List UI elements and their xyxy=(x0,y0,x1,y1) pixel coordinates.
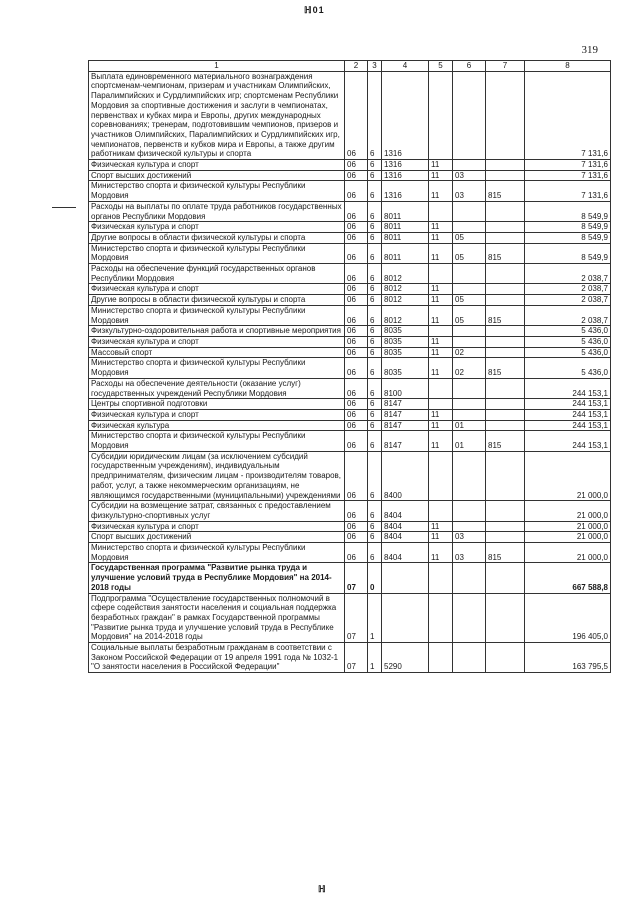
code-cell: 11 xyxy=(429,409,453,420)
code-cell: 11 xyxy=(429,232,453,243)
code-cell: 8404 xyxy=(382,521,429,532)
code-cell: 815 xyxy=(486,431,525,451)
code-cell xyxy=(486,232,525,243)
code-cell xyxy=(486,264,525,284)
table-row xyxy=(89,521,611,532)
code-cell: 8035 xyxy=(382,326,429,337)
code-cell: 6 xyxy=(368,181,382,201)
code-cell: 02 xyxy=(453,358,486,378)
code-cell: 8035 xyxy=(382,336,429,347)
table-row xyxy=(89,451,611,501)
code-cell: 06 xyxy=(345,201,368,221)
code-cell: 06 xyxy=(345,284,368,295)
amount-cell: 8 549,9 xyxy=(525,232,611,243)
code-cell: 11 xyxy=(429,358,453,378)
code-cell: 11 xyxy=(429,170,453,181)
row-label-cell: Министерство спорта и физической культуры Республики Мордовия xyxy=(89,181,345,201)
table-row xyxy=(89,563,611,593)
code-cell: 8035 xyxy=(382,347,429,358)
code-cell: 8147 xyxy=(382,431,429,451)
code-cell: 6 xyxy=(368,232,382,243)
code-cell xyxy=(486,378,525,398)
row-label-cell: Министерство спорта и физической культуры Республики Мордовия xyxy=(89,543,345,563)
column-header: 6 xyxy=(453,61,486,72)
table-row xyxy=(89,643,611,673)
code-cell: 6 xyxy=(368,399,382,410)
row-label-cell: Физическая культура и спорт xyxy=(89,336,345,347)
table-row xyxy=(89,222,611,233)
code-cell: 11 xyxy=(429,336,453,347)
amount-cell: 244 153,1 xyxy=(525,409,611,420)
code-cell xyxy=(486,451,525,501)
table-row xyxy=(89,399,611,410)
code-cell xyxy=(486,420,525,431)
code-cell: 6 xyxy=(368,358,382,378)
code-cell: 11 xyxy=(429,284,453,295)
code-cell xyxy=(486,170,525,181)
code-cell: 11 xyxy=(429,295,453,306)
code-cell xyxy=(486,521,525,532)
code-cell: 06 xyxy=(345,295,368,306)
amount-cell: 5 436,0 xyxy=(525,347,611,358)
amount-cell: 7 131,6 xyxy=(525,170,611,181)
code-cell xyxy=(429,643,453,673)
code-cell xyxy=(486,532,525,543)
code-cell: 06 xyxy=(345,420,368,431)
code-cell: 05 xyxy=(453,295,486,306)
code-cell: 11 xyxy=(429,532,453,543)
code-cell: 6 xyxy=(368,543,382,563)
amount-cell: 244 153,1 xyxy=(525,378,611,398)
amount-cell: 2 038,7 xyxy=(525,295,611,306)
code-cell: 1316 xyxy=(382,71,429,159)
code-cell: 06 xyxy=(345,358,368,378)
code-cell xyxy=(429,264,453,284)
row-label-cell: Другие вопросы в области физической культуры и спорта xyxy=(89,232,345,243)
amount-cell: 7 131,6 xyxy=(525,181,611,201)
code-cell xyxy=(486,593,525,643)
code-cell xyxy=(382,593,429,643)
code-cell: 8011 xyxy=(382,232,429,243)
code-cell: 06 xyxy=(345,160,368,171)
amount-cell: 8 549,9 xyxy=(525,243,611,263)
row-label-cell: Физическая культура и спорт xyxy=(89,222,345,233)
code-cell: 11 xyxy=(429,543,453,563)
table-row xyxy=(89,326,611,337)
code-cell xyxy=(453,643,486,673)
code-cell: 6 xyxy=(368,501,382,521)
code-cell xyxy=(486,326,525,337)
code-cell xyxy=(429,593,453,643)
code-cell: 0 xyxy=(368,563,382,593)
code-cell xyxy=(453,222,486,233)
code-cell: 8011 xyxy=(382,243,429,263)
table-row xyxy=(89,170,611,181)
code-cell xyxy=(453,264,486,284)
code-cell: 11 xyxy=(429,347,453,358)
amount-cell: 244 153,1 xyxy=(525,431,611,451)
code-cell: 8035 xyxy=(382,358,429,378)
code-cell: 8147 xyxy=(382,420,429,431)
row-label-cell: Центры спортивной подготовки xyxy=(89,399,345,410)
code-cell: 01 xyxy=(453,420,486,431)
code-cell xyxy=(453,378,486,398)
amount-cell: 7 131,6 xyxy=(525,71,611,159)
row-label-cell: Физическая культура и спорт xyxy=(89,284,345,295)
code-cell xyxy=(429,399,453,410)
code-cell xyxy=(453,326,486,337)
code-cell: 11 xyxy=(429,521,453,532)
code-cell: 06 xyxy=(345,243,368,263)
column-header: 1 xyxy=(89,61,345,72)
code-cell: 02 xyxy=(453,347,486,358)
amount-cell: 2 038,7 xyxy=(525,284,611,295)
code-cell: 6 xyxy=(368,347,382,358)
table-row xyxy=(89,264,611,284)
row-label-cell: Физическая культура xyxy=(89,420,345,431)
table-row xyxy=(89,243,611,263)
code-cell: 6 xyxy=(368,264,382,284)
amount-cell: 163 795,5 xyxy=(525,643,611,673)
code-cell xyxy=(453,409,486,420)
table-row xyxy=(89,284,611,295)
code-cell: 6 xyxy=(368,420,382,431)
code-cell: 11 xyxy=(429,160,453,171)
code-cell: 06 xyxy=(345,399,368,410)
code-cell: 6 xyxy=(368,243,382,263)
code-cell xyxy=(486,399,525,410)
code-cell: 6 xyxy=(368,326,382,337)
code-cell xyxy=(429,326,453,337)
table-row xyxy=(89,409,611,420)
code-cell: 8011 xyxy=(382,201,429,221)
code-cell xyxy=(486,336,525,347)
code-cell xyxy=(453,71,486,159)
code-cell: 06 xyxy=(345,501,368,521)
amount-cell: 8 549,9 xyxy=(525,201,611,221)
table-row xyxy=(89,232,611,243)
amount-cell: 244 153,1 xyxy=(525,420,611,431)
code-cell xyxy=(486,643,525,673)
code-cell: 6 xyxy=(368,532,382,543)
row-label-cell: Спорт высших достижений xyxy=(89,532,345,543)
table-row xyxy=(89,71,611,159)
code-cell xyxy=(486,295,525,306)
code-cell: 8012 xyxy=(382,284,429,295)
scan-header-mark: ℍ01 xyxy=(304,5,325,15)
code-cell: 06 xyxy=(345,326,368,337)
code-cell: 6 xyxy=(368,295,382,306)
code-cell: 815 xyxy=(486,305,525,325)
code-cell xyxy=(453,593,486,643)
code-cell: 05 xyxy=(453,232,486,243)
row-label-cell: Другие вопросы в области физической культуры и спорта xyxy=(89,295,345,306)
code-cell: 8012 xyxy=(382,264,429,284)
code-cell: 03 xyxy=(453,170,486,181)
code-cell: 8011 xyxy=(382,222,429,233)
row-label-cell: Физкультурно-оздоровительная работа и спортивные мероприятия xyxy=(89,326,345,337)
code-cell xyxy=(453,521,486,532)
code-cell xyxy=(429,378,453,398)
code-cell: 8400 xyxy=(382,451,429,501)
table-row xyxy=(89,201,611,221)
amount-cell: 196 405,0 xyxy=(525,593,611,643)
row-label-cell: Спорт высших достижений xyxy=(89,170,345,181)
amount-cell: 21 000,0 xyxy=(525,532,611,543)
code-cell: 11 xyxy=(429,431,453,451)
code-cell xyxy=(486,409,525,420)
code-cell xyxy=(453,563,486,593)
table-row xyxy=(89,501,611,521)
code-cell: 8012 xyxy=(382,295,429,306)
table-row xyxy=(89,295,611,306)
code-cell: 6 xyxy=(368,431,382,451)
code-cell: 6 xyxy=(368,160,382,171)
code-cell xyxy=(486,201,525,221)
code-cell: 6 xyxy=(368,222,382,233)
code-cell: 07 xyxy=(345,563,368,593)
code-cell: 03 xyxy=(453,543,486,563)
amount-cell: 21 000,0 xyxy=(525,451,611,501)
amount-cell: 5 436,0 xyxy=(525,326,611,337)
code-cell: 07 xyxy=(345,593,368,643)
row-label-cell: Министерство спорта и физической культуры Республики Мордовия xyxy=(89,305,345,325)
row-label-cell: Министерство спорта и физической культуры Республики Мордовия xyxy=(89,431,345,451)
code-cell xyxy=(453,284,486,295)
table-row xyxy=(89,160,611,171)
code-cell: 06 xyxy=(345,305,368,325)
code-cell: 1316 xyxy=(382,160,429,171)
code-cell: 06 xyxy=(345,264,368,284)
code-cell xyxy=(429,201,453,221)
amount-cell: 21 000,0 xyxy=(525,521,611,532)
amount-cell: 2 038,7 xyxy=(525,264,611,284)
code-cell: 6 xyxy=(368,409,382,420)
code-cell: 6 xyxy=(368,71,382,159)
row-label-cell: Расходы на обеспечение функций государственных органов Республики Мордовия xyxy=(89,264,345,284)
code-cell: 11 xyxy=(429,181,453,201)
amount-cell: 21 000,0 xyxy=(525,543,611,563)
column-header: 5 xyxy=(429,61,453,72)
row-label-cell: Физическая культура и спорт xyxy=(89,409,345,420)
amount-cell: 8 549,9 xyxy=(525,222,611,233)
amount-cell: 244 153,1 xyxy=(525,399,611,410)
code-cell: 07 xyxy=(345,643,368,673)
amount-cell: 5 436,0 xyxy=(525,336,611,347)
code-cell: 815 xyxy=(486,543,525,563)
code-cell: 6 xyxy=(368,284,382,295)
code-cell: 815 xyxy=(486,243,525,263)
column-header: 7 xyxy=(486,61,525,72)
code-cell xyxy=(453,399,486,410)
column-header: 8 xyxy=(525,61,611,72)
code-cell xyxy=(453,160,486,171)
table-row xyxy=(89,358,611,378)
code-cell: 8100 xyxy=(382,378,429,398)
code-cell xyxy=(453,336,486,347)
code-cell xyxy=(486,501,525,521)
row-label-cell: Расходы на обеспечение деятельности (оказание услуг) государственных учреждений Республики Мордовия xyxy=(89,378,345,398)
row-label-cell: Министерство спорта и физической культуры Республики Мордовия xyxy=(89,243,345,263)
code-cell: 11 xyxy=(429,420,453,431)
code-cell: 6 xyxy=(368,305,382,325)
code-cell xyxy=(486,563,525,593)
row-label-cell: Государственная программа "Развитие рынка труда и улучшение условий труда в Республике Мордовия" на 2014-2018 годы xyxy=(89,563,345,593)
code-cell: 06 xyxy=(345,181,368,201)
code-cell: 06 xyxy=(345,378,368,398)
table-row xyxy=(89,181,611,201)
code-cell: 6 xyxy=(368,521,382,532)
code-cell: 6 xyxy=(368,451,382,501)
table-row xyxy=(89,378,611,398)
code-cell: 1 xyxy=(368,643,382,673)
code-cell: 1316 xyxy=(382,170,429,181)
scan-footer-mark: ℍ xyxy=(318,884,326,894)
margin-mark xyxy=(52,207,76,208)
row-label-cell: Социальные выплаты безработным гражданам в соответствии с Законом Российской Федерации от 19 апреля 1991 года № 1032-1 "О занятости населения в Российской Федерации" xyxy=(89,643,345,673)
table-row xyxy=(89,347,611,358)
table-row xyxy=(89,305,611,325)
code-cell: 11 xyxy=(429,243,453,263)
code-cell: 8404 xyxy=(382,501,429,521)
table-row xyxy=(89,532,611,543)
code-cell: 06 xyxy=(345,409,368,420)
row-label-cell: Субсидии на возмещение затрат, связанных с предоставлением физкультурно-спортивных услуг xyxy=(89,501,345,521)
code-cell: 03 xyxy=(453,532,486,543)
code-cell xyxy=(486,347,525,358)
amount-cell: 7 131,6 xyxy=(525,160,611,171)
table-row xyxy=(89,420,611,431)
code-cell: 8404 xyxy=(382,543,429,563)
code-cell: 06 xyxy=(345,170,368,181)
code-cell: 03 xyxy=(453,181,486,201)
table-row xyxy=(89,593,611,643)
code-cell xyxy=(453,201,486,221)
code-cell xyxy=(429,501,453,521)
row-label-cell: Физическая культура и спорт xyxy=(89,521,345,532)
code-cell: 06 xyxy=(345,532,368,543)
code-cell: 11 xyxy=(429,305,453,325)
page-number: 319 xyxy=(581,44,598,56)
code-cell: 06 xyxy=(345,336,368,347)
code-cell: 06 xyxy=(345,451,368,501)
code-cell: 6 xyxy=(368,378,382,398)
code-cell xyxy=(486,222,525,233)
row-label-cell: Выплата единовременного материального вознаграждения спортсменам-чемпионам, призерам и участникам Олимпийских, Паралимпийских и Сурдлимпийских игр; спортсменам Республики Мордовия за спортивные достижения и заслуги в чемпионатах, первенствах и кубках мира и Европы, других международных соревнованиях; тренерам, подготовившим чемпионов, призеров и участников Олимпийских, Паралимпийских и Сурдлимпийских игр, чемпионатов, первенств и кубков мира и Европы, а также другим работникам физической культуры и спорта xyxy=(89,71,345,159)
column-header: 3 xyxy=(368,61,382,72)
row-label-cell: Массовый спорт xyxy=(89,347,345,358)
code-cell: 6 xyxy=(368,170,382,181)
code-cell xyxy=(486,160,525,171)
row-label-cell: Расходы на выплаты по оплате труда работников государственных органов Республики Мордовия xyxy=(89,201,345,221)
table-row xyxy=(89,431,611,451)
code-cell xyxy=(429,451,453,501)
row-label-cell: Министерство спорта и физической культуры Республики Мордовия xyxy=(89,358,345,378)
amount-cell: 21 000,0 xyxy=(525,501,611,521)
code-cell xyxy=(486,284,525,295)
code-cell: 6 xyxy=(368,336,382,347)
code-cell: 06 xyxy=(345,521,368,532)
code-cell: 8404 xyxy=(382,532,429,543)
amount-cell: 5 436,0 xyxy=(525,358,611,378)
code-cell: 06 xyxy=(345,222,368,233)
code-cell: 815 xyxy=(486,181,525,201)
code-cell: 05 xyxy=(453,243,486,263)
code-cell: 06 xyxy=(345,431,368,451)
code-cell: 06 xyxy=(345,232,368,243)
code-cell: 8147 xyxy=(382,409,429,420)
code-cell: 5290 xyxy=(382,643,429,673)
code-cell xyxy=(486,71,525,159)
code-cell xyxy=(429,563,453,593)
code-cell: 8147 xyxy=(382,399,429,410)
code-cell: 6 xyxy=(368,201,382,221)
code-cell: 1316 xyxy=(382,181,429,201)
table-row xyxy=(89,336,611,347)
code-cell: 01 xyxy=(453,431,486,451)
budget-table xyxy=(88,60,611,673)
code-cell: 06 xyxy=(345,71,368,159)
code-cell xyxy=(453,501,486,521)
table-header-row xyxy=(89,61,611,72)
code-cell: 11 xyxy=(429,222,453,233)
table-row xyxy=(89,543,611,563)
code-cell xyxy=(453,451,486,501)
row-label-cell: Субсидии юридическим лицам (за исключением субсидий государственным учреждениям), индивидуальным предпринимателям, физическим лицам - производителям товаров, работ, услуг, а также некоммерческим организациям, не являющимся государственными (муниципальными) учреждениями xyxy=(89,451,345,501)
row-label-cell: Физическая культура и спорт xyxy=(89,160,345,171)
code-cell: 1 xyxy=(368,593,382,643)
code-cell: 815 xyxy=(486,358,525,378)
code-cell xyxy=(382,563,429,593)
code-cell: 05 xyxy=(453,305,486,325)
code-cell: 8012 xyxy=(382,305,429,325)
column-header: 4 xyxy=(382,61,429,72)
column-header: 2 xyxy=(345,61,368,72)
code-cell: 06 xyxy=(345,347,368,358)
code-cell: 06 xyxy=(345,543,368,563)
row-label-cell: Подпрограмма "Осуществление государственных полномочий в сфере содействия занятости населения и социальная поддержка безработных граждан" в рамках Государственной программы "Развитие рынка труда и улучшение условий труда в Республике Мордовия" на 2014-2018 годы xyxy=(89,593,345,643)
code-cell xyxy=(429,71,453,159)
amount-cell: 2 038,7 xyxy=(525,305,611,325)
amount-cell: 667 588,8 xyxy=(525,563,611,593)
